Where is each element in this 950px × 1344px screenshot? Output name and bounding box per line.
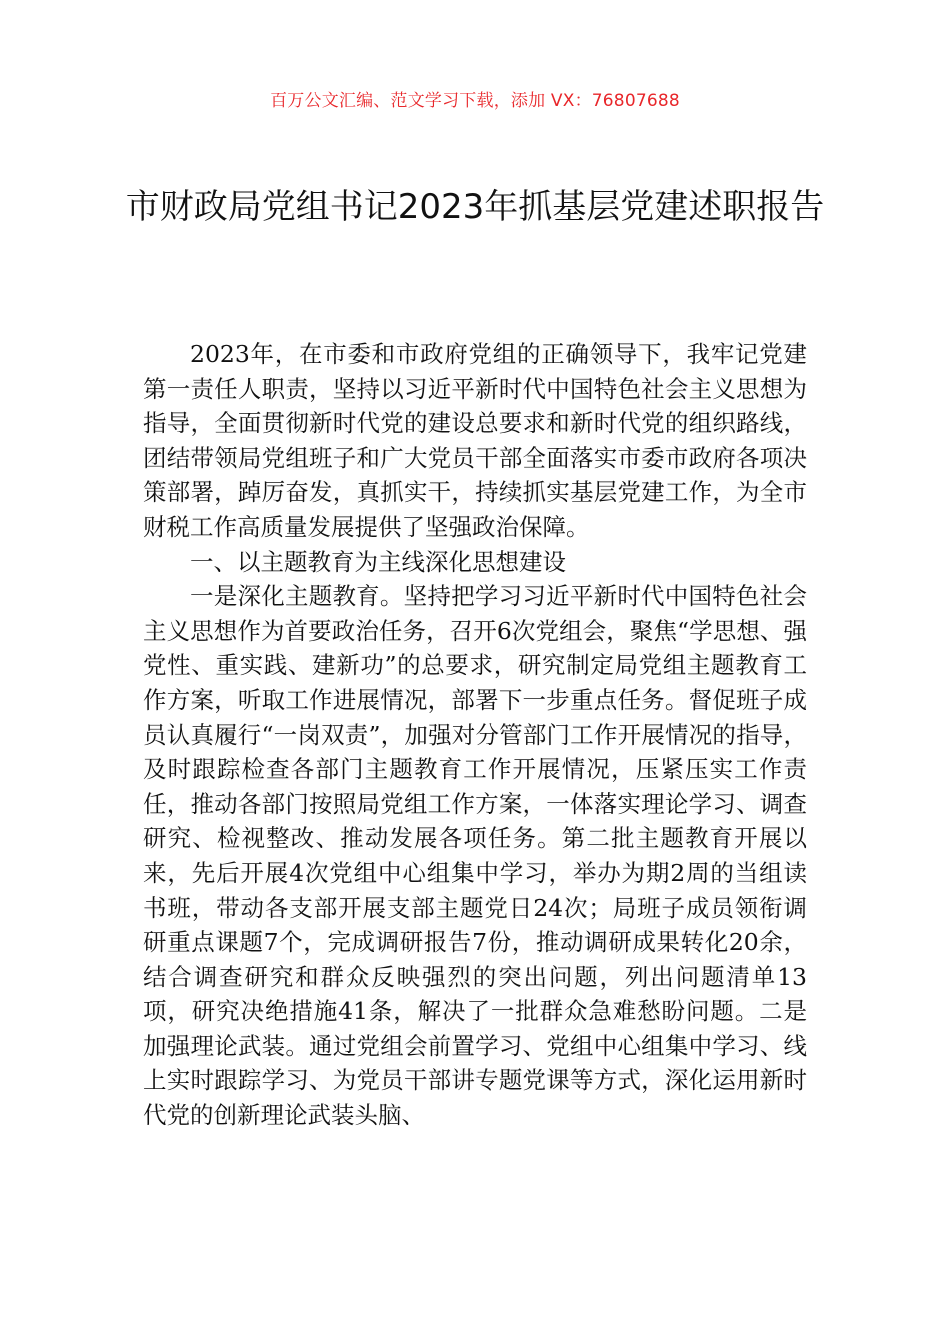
section-heading: 一、以主题教育为主线深化思想建设	[190, 547, 566, 576]
paragraph-intro: 2023年，在市委和市政府党组的正确领导下，我牢记党建第一责任人职责，坚持以习近平新时代中国特色社会主义思想为指导，全面贯彻新时代党的建设总要求和新时代党的组织路线，团结带领局党组班子和广大党员干部全面落实市委市政府各项决策部署，踔厉奋发，真抓实干，持续抓实基层党建工作，为全市财税工作高质量发展提供了坚强政治保障。	[143, 340, 807, 541]
header-note: 百万公文汇编、范文学习下载，添加 VX：76807688	[270, 91, 680, 111]
document-body	[143, 337, 807, 1133]
paragraph-section-1: 一是深化主题教育。坚持把学习习近平新时代中国特色社会主义思想作为首要政治任务，召开6次党组会，聚焦“学思想、强党性、重实践、建新功”的总要求，研究制定局党组主题教育工作方案，听取工作进展情况，部署下一步重点任务。督促班子成员认真履行“一岗双责”，加强对分管部门工作开展情况的指导，及时跟踪检查各部门主题教育工作开展情况，压紧压实工作责任，推动各部门按照局党组工作方案，一体落实理论学习、调查研究、检视整改、推动发展各项任务。第二批主题教育开展以来，先后开展4次党组中心组集中学习，举办为期2周的当组读书班，带动各支部开展支部主题党日24次；局班子成员领衔调研重点课题7个，完成调研报告7份，推动调研成果转化20余，结合调查研究和群众反映强烈的突出问题，列出问题清单13项，研究决绝措施41条，解决了一批群众急难愁盼问题。二是加强理论武装。通过党组会前置学习、党组中心组集中学习、线上实时跟踪学习、为党员干部讲专题党课等方式，深化运用新时代党的创新理论武装头脑、	[143, 582, 807, 1130]
document-title: 市财政局党组书记2023年抓基层党建述职报告	[125, 187, 825, 227]
